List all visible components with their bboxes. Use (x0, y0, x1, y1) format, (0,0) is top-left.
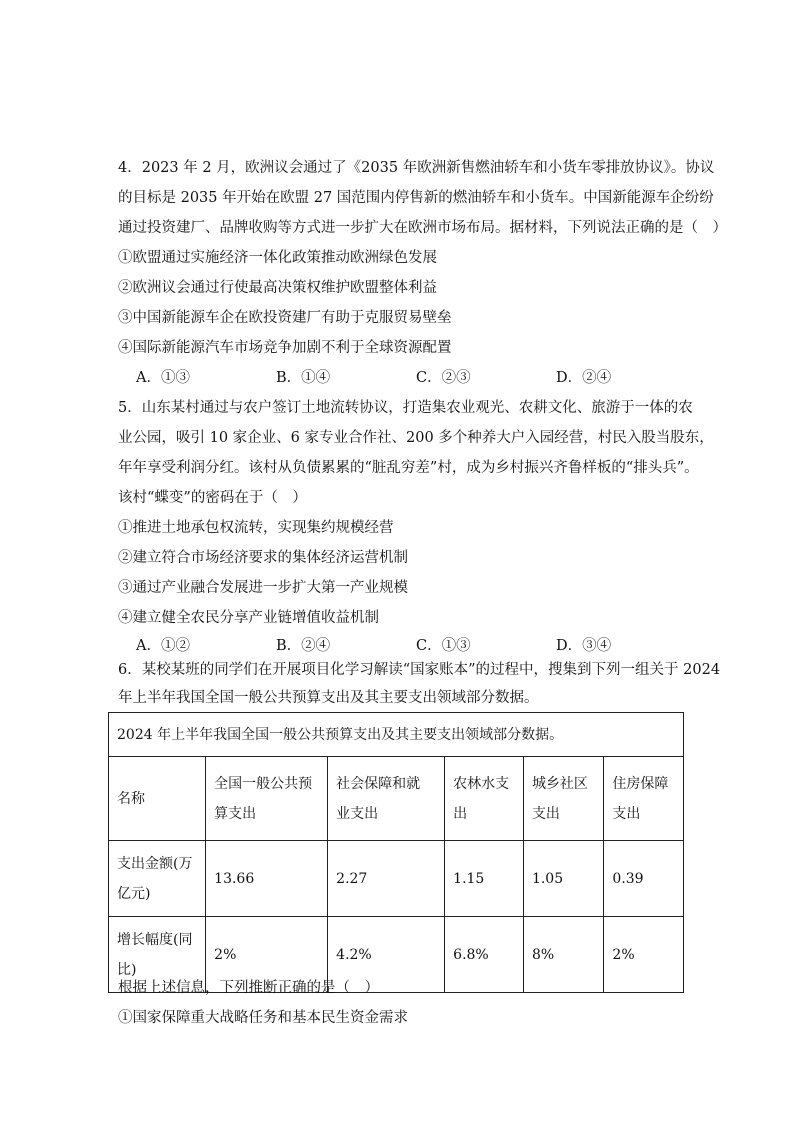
table-cell: 4.2% (328, 917, 445, 993)
table-cell: 1.05 (523, 841, 603, 917)
q4-stem-line-1: 4．2023 年 2 月，欧洲议会通过了《2035 年欧洲新售燃油轿车和小货车零排放协议》。协议 (118, 160, 715, 176)
row-label-cell: 支出金额(万 亿元) (109, 841, 206, 917)
q4-option-b: B．①④ (276, 370, 331, 386)
table-header-row (109, 757, 684, 841)
header-cell: 农林水支 出 (445, 757, 524, 841)
table-cell: 2% (604, 917, 684, 993)
table-cell: 2% (206, 917, 328, 993)
q4-item-1: ①欧盟通过实施经济一体化政策推动欧洲绿色发展 (118, 250, 437, 266)
table-caption-row (109, 713, 684, 757)
q5-option-b: B．②④ (276, 638, 331, 654)
table-cell: 1.15 (445, 841, 524, 917)
table-cell: 2.27 (328, 841, 445, 917)
q6-item-1: ①国家保障重大战略任务和基本民生资金需求 (118, 1010, 408, 1026)
q5-option-c: C．①③ (416, 638, 471, 654)
header-cell: 全国一般公共预 算支出 (206, 757, 328, 841)
q5-item-2: ②建立符合市场经济要求的集体经济运营机制 (118, 550, 408, 566)
q5-options (136, 636, 696, 656)
table-cell: 0.39 (604, 841, 684, 917)
q5-option-d: D．③④ (556, 638, 612, 654)
q6-stem-line-2: 年上半年我国全国一般公共预算支出及其主要支出领域部分数据。 (118, 690, 539, 706)
budget-table (108, 712, 684, 993)
header-cell: 社会保障和就 业支出 (328, 757, 445, 841)
q6-stem-line-1: 6．某校某班的同学们在开展项目化学习解读“国家账本”的过程中，搜集到下列一组关于 2024 (118, 662, 721, 678)
q5-item-4: ④建立健全农民分享产业链增值收益机制 (118, 610, 379, 626)
q5-stem-line-2: 业公园，吸引 10 家企业、6 家专业合作社、200 多个种养大户入园经营，村民入股当股东， (118, 430, 714, 446)
q5-option-a: A．①② (136, 638, 190, 654)
header-cell: 城乡社区 支出 (523, 757, 603, 841)
q6-question-prompt: 根据上述信息，下列推断正确的是（ ） (118, 980, 379, 996)
q4-item-2: ②欧洲议会通过行使最高决策权维护欧盟整体利益 (118, 280, 437, 296)
row-label-cell: 增长幅度(同 比) (109, 917, 206, 993)
q4-item-3: ③中国新能源车企在欧投资建厂有助于克服贸易壁垒 (118, 310, 452, 326)
table-cell: 6.8% (445, 917, 524, 993)
q5-item-3: ③通过产业融合发展进一步扩大第一产业规模 (118, 580, 408, 596)
header-label-cell: 名称 (109, 757, 206, 841)
q4-option-a: A．①③ (136, 370, 190, 386)
q4-item-4: ④国际新能源汽车市场竞争加剧不利于全球资源配置 (118, 340, 452, 356)
table-cell: 13.66 (206, 841, 328, 917)
q5-stem-line-4: 该村“蝶变”的密码在于（ ） (118, 490, 307, 506)
q4-stem-line-3: 通过投资建厂、品牌收购等方式进一步扩大在欧洲市场布局。据材料，下列说法正确的是（ ） (118, 220, 727, 236)
table-cell: 8% (523, 917, 603, 993)
q4-stem-line-2: 的目标是 2035 年开始在欧盟 27 国范围内停售新的燃油轿车和小货车。中国新能源车企纷纷 (118, 190, 714, 206)
q5-stem-line-3: 年年享受利润分红。该村从负债累累的“脏乱穷差”村，成为乡村振兴齐鲁样板的“排头兵”。 (118, 460, 699, 476)
table-caption: 2024 年上半年我国全国一般公共预算支出及其主要支出领域部分数据。 (109, 713, 684, 757)
q4-option-d: D．②④ (556, 370, 612, 386)
q5-stem-line-1: 5．山东某村通过与农户签订土地流转协议，打造集农业观光、农耕文化、旅游于一体的农 (118, 400, 693, 416)
header-cell: 住房保障 支出 (604, 757, 684, 841)
table-row (109, 841, 684, 917)
q5-item-1: ①推进土地承包权流转，实现集约规模经营 (118, 520, 394, 536)
q4-option-c: C．②③ (416, 370, 471, 386)
q4-options (136, 368, 696, 388)
